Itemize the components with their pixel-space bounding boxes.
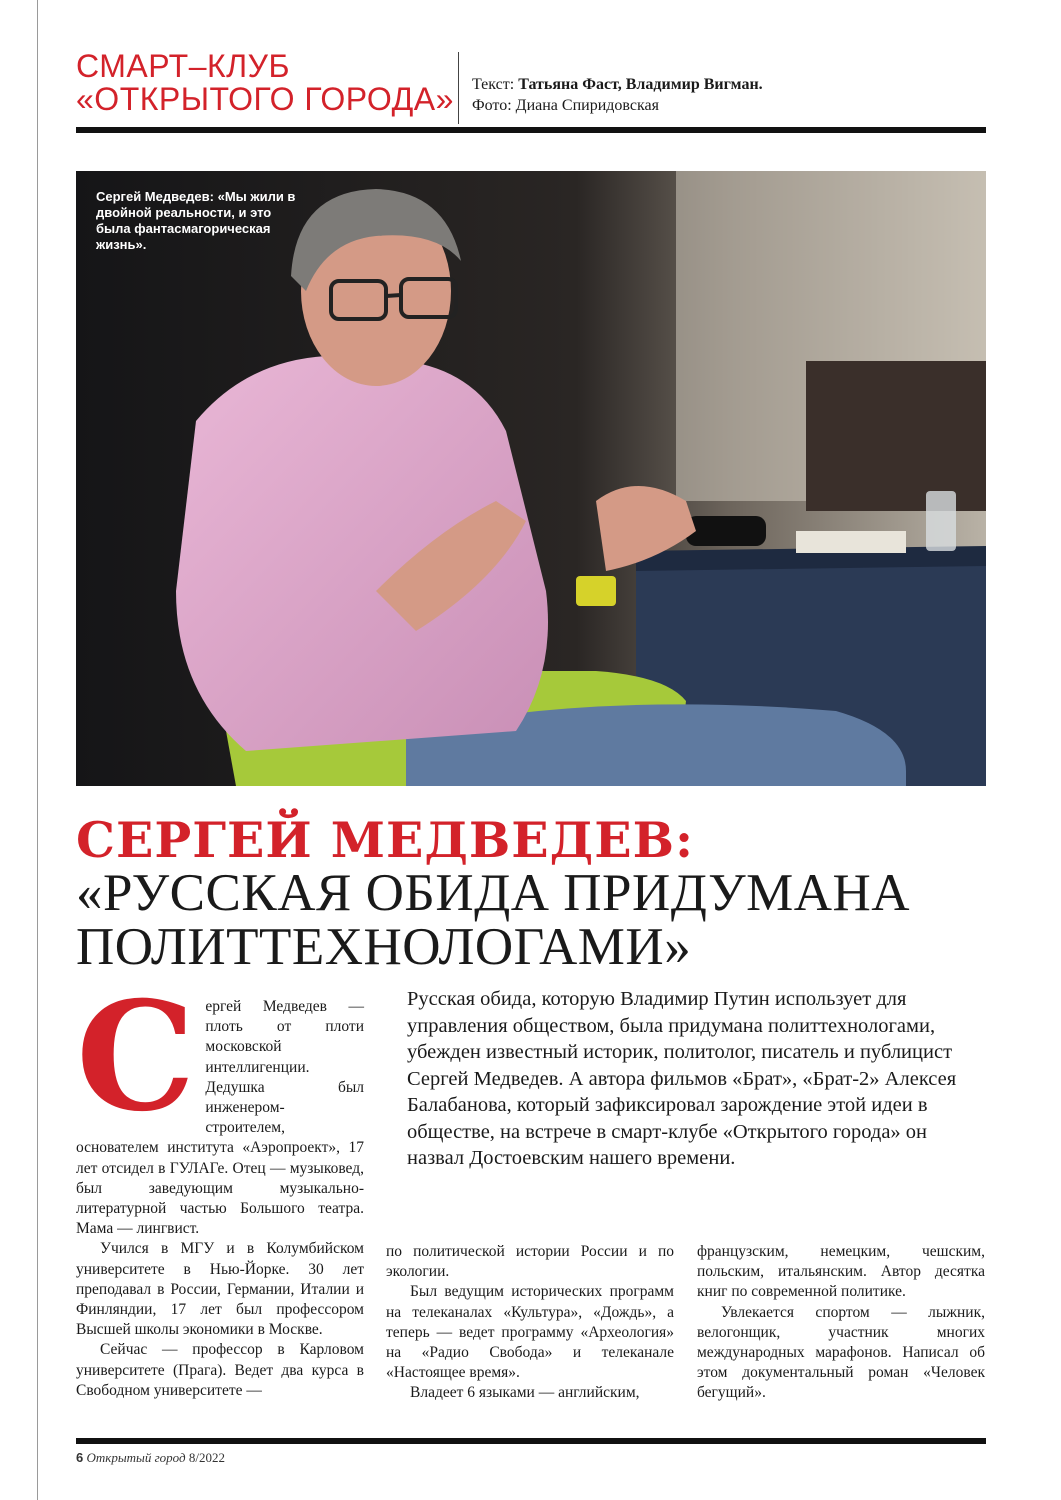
photo-credit-author: Диана Спиридовская xyxy=(515,97,659,114)
table-book xyxy=(796,531,906,553)
photo-credit-label: Фото: xyxy=(472,97,512,114)
page-left-margin-rule xyxy=(37,0,38,1500)
issue-number: 8/2022 xyxy=(188,1450,225,1465)
magazine-name: Открытый город xyxy=(86,1450,186,1465)
headline-quote-line-2: ПОЛИТТЕХНОЛОГАМИ» xyxy=(76,918,692,976)
headline-quote-line-1: «РУССКАЯ ОБИДА ПРИДУМАНА xyxy=(76,864,911,922)
body-paragraph xyxy=(76,969,364,1239)
footer-rule xyxy=(76,1438,986,1444)
body-paragraph: французским, немецким, чешским, польским, итальянским. Автор десятка книг по современной политике. xyxy=(697,1243,985,1301)
body-column-1 xyxy=(76,969,364,1401)
yellow-watch xyxy=(576,576,616,606)
paragraph-text: ергей Медведев — плоть от плоти московской интеллигенции. Дедушка был инженером-строителем, основателем института «Аэропроект», 17 лет отсидел в ГУЛАГе. Отец — музыковед, был заведующим музыкально-литературной частью Большого театра. Мама — лингвист. xyxy=(76,998,364,1238)
body-paragraph: Был ведущим исторических программ на телеканалах «Культура», «Дождь», а теперь — ведет программу «Археология» на «Радио Свобода» и телеканале «Настоящее время». xyxy=(386,1283,674,1382)
section-rubric xyxy=(76,50,454,116)
article-headline xyxy=(76,811,996,976)
body-paragraph: Учился в МГУ и в Колумбийском университете в Нью-Йорке. 30 лет преподавал в России, Германии, Италии и Финляндии, 17 лет был профессором Высшей школы экономики в Москве. xyxy=(76,1240,364,1339)
text-credit xyxy=(472,74,763,95)
text-credit-authors: Татьяна Фаст, Владимир Вигман. xyxy=(518,76,763,93)
photo-credit xyxy=(472,95,763,116)
body-paragraph: по политической истории России и по экологии. xyxy=(386,1243,674,1281)
photo-illustration xyxy=(76,171,986,786)
body-paragraph: Сейчас — профессор в Карловом университете (Прага). Ведет два курса в Свободном университете — xyxy=(76,1341,364,1399)
text-credit-label: Текст: xyxy=(472,76,515,93)
table-case xyxy=(686,516,766,546)
body-column-2 xyxy=(386,1242,674,1404)
article-lead: Русская обида, которую Владимир Путин использует для управления обществом, была придумана политтехнологами, убежден известный историк, политолог, писатель и публицист Сергей Медведев. А автора фильмов «Брат», «Брат-2» Алексея Балабанова, который зафиксировал зарождение этой идеи в обществе, на встрече в смарт-клубе «Открытого города» он назвал Достоевским нашего времени. xyxy=(407,988,957,1169)
body-paragraph: Владеет 6 языками — английским, xyxy=(410,1384,640,1402)
article-credits xyxy=(472,74,763,116)
header-rule xyxy=(76,127,986,133)
body-paragraph: Увлекается спортом — лыжник, велогонщик, участник многих международных марафонов. Написал об этом документальный роман «Человек бегущий». xyxy=(697,1303,985,1402)
background-cabinet xyxy=(806,361,986,511)
article-photo xyxy=(76,171,986,786)
page-number: 6 xyxy=(76,1450,84,1465)
rubric-line-1: СМАРТ–КЛУБ xyxy=(76,48,290,84)
body-column-3 xyxy=(697,1242,985,1404)
page-footer xyxy=(76,1450,225,1466)
photo-caption: Сергей Медведев: «Мы жили в двойной реальности, и это была фантасмагорическая жизнь». xyxy=(96,189,296,252)
table-glass xyxy=(926,491,956,551)
headline-name: СЕРГЕЙ МЕДВЕДЕВ: xyxy=(76,811,695,869)
rubric-line-2: «ОТКРЫТОГО ГОРОДА» xyxy=(76,81,454,117)
header-divider xyxy=(458,52,459,124)
drop-cap: С xyxy=(76,969,196,1145)
